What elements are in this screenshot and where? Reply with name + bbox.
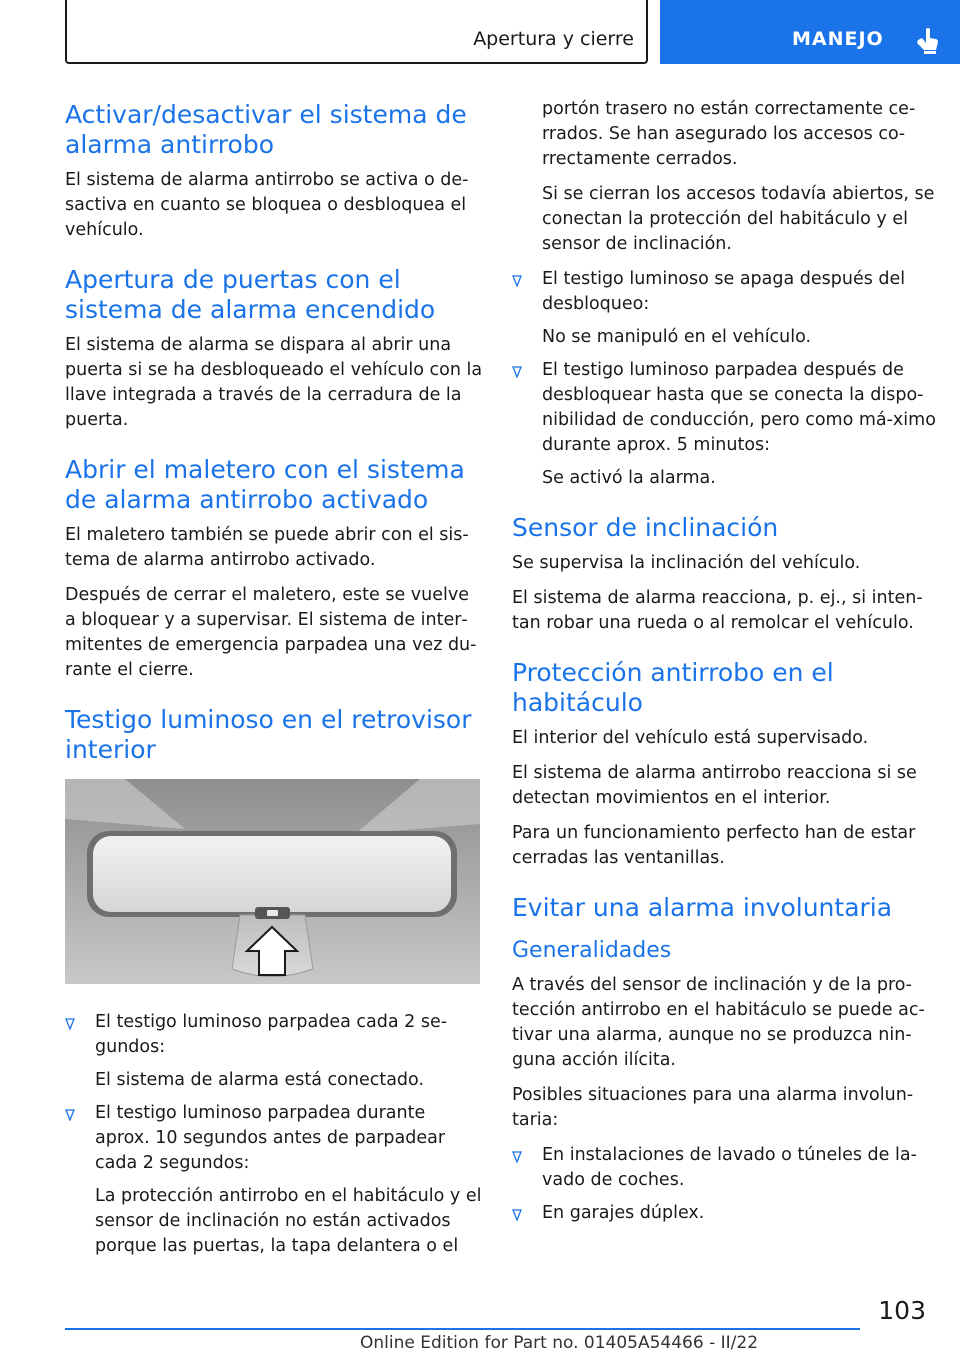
list-item xyxy=(512,1201,942,1226)
header-section-tab xyxy=(65,0,648,64)
bullet-text: En garajes dúplex. xyxy=(542,1203,705,1223)
bullet-text: El testigo luminoso parpadea cada 2 se‐gundos: xyxy=(95,1012,448,1057)
section-interior-protection xyxy=(512,658,942,871)
bullet-subtext: La protección antirrobo en el habitáculo y el sensor de inclinación no están activados porque las puertas, la tapa delantera o el xyxy=(95,1186,482,1256)
section-trunk-opening xyxy=(65,455,485,683)
indicator-bullet-list xyxy=(65,1010,485,1259)
section-alarm-activate xyxy=(65,100,485,243)
footer-divider xyxy=(65,1328,860,1330)
section-continued xyxy=(512,97,942,257)
section-tilt-sensor xyxy=(512,513,942,636)
triangle-bullet-icon xyxy=(512,275,522,287)
paragraph: Después de cerrar el maletero, este se vuelve a bloquear y a supervisar. El sistema de inter‐mitentes de emergencia parpadea una vez du‐rante el cierre. xyxy=(65,585,477,680)
right-column xyxy=(512,97,942,1248)
paragraph: El sistema de alarma antirrobo se activa o de‐sactiva en cuanto se bloquea o desbloquea el vehículo. xyxy=(65,170,469,240)
bullet-text: El testigo luminoso se apaga después del desbloqueo: xyxy=(542,269,906,314)
paragraph: Para un funcionamiento perfecto han de estar cerradas las ventanillas. xyxy=(512,823,916,868)
paragraph: Se supervisa la inclinación del vehículo. xyxy=(512,553,861,573)
triangle-bullet-icon xyxy=(512,1209,522,1221)
bullet-subtext: Se activó la alarma. xyxy=(542,468,716,488)
paragraph: El maletero también se puede abrir con el sis‐tema de alarma antirrobo activado. xyxy=(65,525,469,570)
section-mirror-indicator xyxy=(65,705,485,1259)
left-column xyxy=(65,100,485,1281)
paragraph: El sistema de alarma reacciona, p. ej., si inten‐tan robar una rueda o al remolcar el vehículo. xyxy=(512,588,923,633)
heading-alarm-activate: Activar/desactivar el sistema de alarma antirrobo xyxy=(65,100,467,159)
paragraph: El sistema de alarma se dispara al abrir una puerta si se ha desbloqueado el vehículo con la llave integrada a través de la cerradura de la puerta. xyxy=(65,335,483,430)
paragraph: A través del sensor de inclinación y de la pro‐tección antirrobo en el habitáculo se puede ac‐tivar una alarma, aunque no se produzca nin‐guna acción ilícita. xyxy=(512,975,925,1070)
bullet-subtext: No se manipuló en el vehículo. xyxy=(542,327,812,347)
page-number: 103 xyxy=(878,1296,926,1325)
header-chapter-tab xyxy=(660,0,960,64)
triangle-bullet-icon xyxy=(65,1018,75,1030)
heading-trunk-opening: Abrir el maletero con el sistema de alarma antirrobo activado xyxy=(65,455,465,514)
heading-tilt-sensor: Sensor de inclinación xyxy=(512,513,779,542)
bullet-text: El testigo luminoso parpadea durante aprox. 10 segundos antes de parpadear cada 2 segundos: xyxy=(95,1103,446,1173)
paragraph: El interior del vehículo está supervisado. xyxy=(512,728,869,748)
bullet-text: El testigo luminoso parpadea después de desbloquear hasta que se conecta la dispo‐nibilidad de conducción, pero como má‐ximo durante aprox. 5 minutos: xyxy=(542,360,936,455)
list-item xyxy=(512,358,942,491)
heading-interior-protection: Protección antirrobo en el habitáculo xyxy=(512,658,834,717)
list-item xyxy=(512,267,942,350)
list-item xyxy=(65,1010,485,1093)
section-doors-opening xyxy=(65,265,485,433)
continued-bullet-list xyxy=(512,267,942,491)
triangle-bullet-icon xyxy=(65,1109,75,1121)
paragraph: El sistema de alarma antirrobo reacciona si se detectan movimientos en el interior. xyxy=(512,763,917,808)
rearview-mirror-illustration xyxy=(65,779,480,984)
false-alarm-bullet-list xyxy=(512,1143,942,1226)
heading-avoid-false-alarm: Evitar una alarma involuntaria xyxy=(512,893,893,922)
paragraph: Si se cierran los accesos todavía abiertos, se conectan la protección del habitáculo y el sensor de inclinación. xyxy=(542,184,935,254)
list-item xyxy=(65,1101,485,1259)
paragraph: portón trasero no están correctamente ce‐rrados. Se han asegurado los accesos co‐rrectamente cerrados. xyxy=(542,99,916,169)
paragraph: Posibles situaciones para una alarma involun‐taria: xyxy=(512,1085,914,1130)
heading-mirror-indicator: Testigo luminoso en el retrovisor interior xyxy=(65,705,472,764)
section-avoid-false-alarm xyxy=(512,893,942,1226)
footer-edition: Online Edition for Part no. 01405A54466 - II/22 xyxy=(360,1333,759,1353)
bullet-text: En instalaciones de lavado o túneles de la‐vado de coches. xyxy=(542,1145,917,1190)
chapter-title: MANEJO xyxy=(792,28,884,50)
triangle-bullet-icon xyxy=(512,366,522,378)
heading-doors-opening: Apertura de puertas con el sistema de alarma encendido xyxy=(65,265,436,324)
triangle-bullet-icon xyxy=(512,1151,522,1163)
driving-hand-icon xyxy=(914,26,940,54)
subheading-general: Generalidades xyxy=(512,938,672,963)
bullet-subtext: El sistema de alarma está conectado. xyxy=(95,1070,425,1090)
list-item xyxy=(512,1143,942,1193)
section-title: Apertura y cierre xyxy=(473,28,634,50)
